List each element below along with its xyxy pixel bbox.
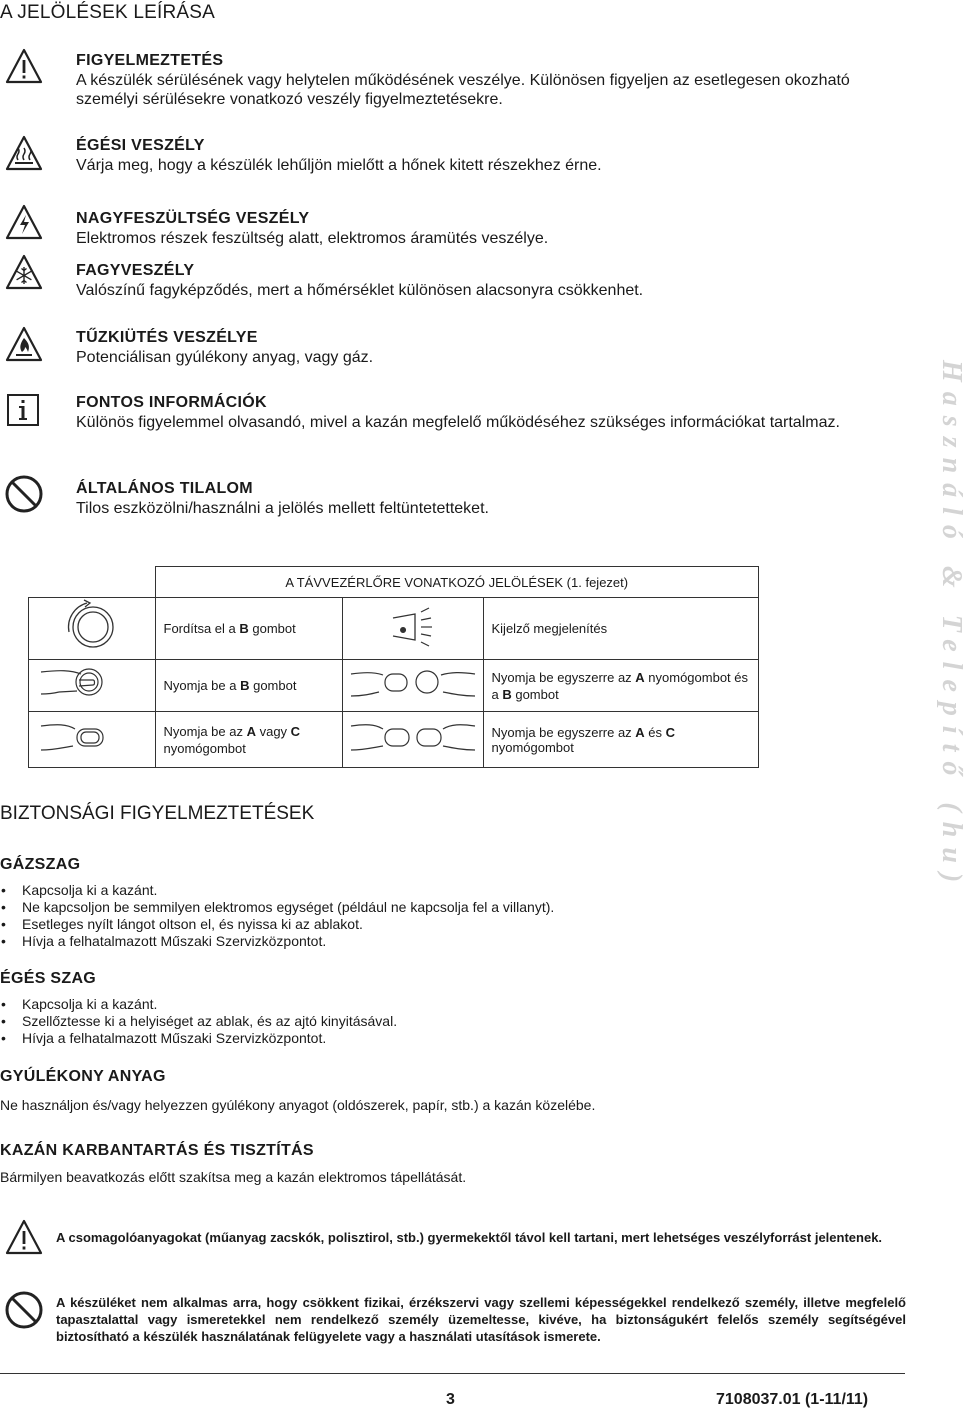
warning-triangle-icon (4, 47, 44, 85)
safety-heading: BIZTONSÁGI FIGYELMEZTETÉSEK (0, 803, 315, 824)
hot-surface-icon (4, 134, 44, 172)
symbol-text-voltage: Elektromos részek feszültség alatt, elektromos áramütés veszélye. (76, 230, 549, 247)
press-a-and-c-icon (343, 712, 483, 764)
flammable-text: Ne használjon és/vagy helyezzen gyúlékony anyagot (oldószerek, papír, stb.) a kazán közelébe. (0, 1097, 596, 1113)
symbol-title-frost: FAGYVESZÉLY (76, 262, 195, 279)
symbol-text-frost: Valószínű fagyképződés, mert a hőmérséklet különösen alacsonyra csökkenhet. (76, 282, 644, 299)
display-icon (343, 598, 483, 656)
remote-label-press-a-or-c: Nyomja be az A vagy C nyomógombot (155, 712, 342, 768)
document-number: 7108037.01 (1-11/11) (716, 1391, 869, 1408)
list-item: • Esetleges nyílt lángot oltson el, és nyissa ki az ablakot. (0, 916, 554, 933)
prohibition-icon (4, 1290, 44, 1330)
gas-smell-list (0, 882, 554, 950)
fire-icon (4, 325, 44, 363)
symbol-title-prohibition: ÁLTALÁNOS TILALOM (76, 480, 253, 497)
symbol-text-info: Különös figyelemmel olvasandó, mivel a kazán megfelelő működéséhez szükséges információkat tartalmaz. (76, 414, 840, 431)
press-a-or-c-icon (29, 712, 139, 764)
list-item: • Kapcsolja ki a kazánt. (0, 996, 397, 1013)
maintenance-text: Bármilyen beavatkozás előtt szakítsa meg a kazán elektromos tápellátását. (0, 1169, 467, 1185)
press-b-button-icon (29, 660, 139, 708)
press-a-and-b-icon (343, 660, 483, 708)
maintenance-title: KAZÁN KARBANTARTÁS ÉS TISZTÍTÁS (0, 1142, 314, 1159)
symbol-text-fire: Potenciálisan gyúlékony anyag, vagy gáz. (76, 349, 374, 366)
remote-label-display: Kijelző megjelenítés (483, 598, 759, 660)
symbol-text-warning: A készülék sérülésének vagy helytelen működésének veszélye. Különösen figyeljen az esetlegesen okozható személyi sérülésekre vonatkozó veszély figyelmeztetésekre. (76, 72, 850, 108)
list-item: • Hívja a felhatalmazott Műszaki Szervizközpontot. (0, 1030, 397, 1047)
side-vertical-text: Használó & Telepítő (hu) (936, 360, 967, 893)
symbol-title-warning: FIGYELMEZTETÉS (76, 52, 224, 69)
remote-label-rotate-b: Fordítsa el a B gombot (155, 598, 342, 660)
symbol-text-burn: Várja meg, hogy a készülék lehűljön mielőtt a hőnek kitett részekhez érne. (76, 157, 602, 174)
page-number: 3 (446, 1391, 455, 1408)
warning-capability-text: A készüléket nem alkalmas arra, hogy csökkent fizikai, érzékszervi vagy szellemi képességekkel rendelkező személy, illetve megfelelő tapasztalattal vagy ismeretekkel nem rendelkező személy üzemeltesse, kivéve, ha biztonságukért felelős személy segítségével biztosítható a készülék használatának felügyelete vagy a használati utasítások ismerete. (56, 1295, 906, 1344)
burn-smell-title: ÉGÉS SZAG (0, 970, 97, 987)
warning-triangle-icon (4, 1218, 44, 1256)
high-voltage-icon (4, 203, 44, 241)
prohibition-icon (4, 474, 44, 514)
symbol-title-fire: TŰZKIÜTÉS VESZÉLYE (76, 329, 258, 346)
remote-label-press-a-c: Nyomja be egyszerre az A és C nyomógombot (483, 712, 759, 768)
list-item: • Ne kapcsoljon be semmilyen elektromos egységet (például ne kapcsolja fel a villanyt). (0, 899, 554, 916)
remote-label-press-b: Nyomja be a B gombot (155, 660, 342, 712)
symbol-title-voltage: NAGYFESZÜLTSÉG VESZÉLY (76, 210, 310, 227)
flammable-title: GYÚLÉKONY ANYAG (0, 1068, 166, 1085)
list-item: • Kapcsolja ki a kazánt. (0, 882, 554, 899)
frost-icon (4, 253, 44, 291)
symbol-text-prohibition: Tilos eszközölni/használni a jelölés mellett feltüntetetteket. (76, 500, 489, 517)
page-heading: A JELÖLÉSEK LEÍRÁSA (0, 2, 216, 23)
remote-symbols-table (28, 566, 759, 768)
remote-table-title: A TÁVVEZÉRLŐRE VONATKOZÓ JELÖLÉSEK (1. fejezet) (155, 567, 759, 598)
info-icon (6, 393, 40, 427)
rotate-knob-icon (29, 598, 139, 656)
list-item: • Hívja a felhatalmazott Műszaki Szervizközpontot. (0, 933, 554, 950)
footer-divider (0, 1373, 905, 1374)
remote-label-press-a-b: Nyomja be egyszerre az A nyomógombot és a B gombot (483, 660, 759, 712)
burn-smell-list (0, 996, 397, 1047)
warning-packaging-text: A csomagolóanyagokat (műanyag zacskók, polisztirol, stb.) gyermekektől távol kell tartani, mert lehetséges veszélyforrást jelentenek. (56, 1230, 883, 1245)
list-item: • Szellőztesse ki a helyiséget az ablak, és az ajtó kinyitásával. (0, 1013, 397, 1030)
symbol-title-info: FONTOS INFORMÁCIÓK (76, 394, 267, 411)
gas-smell-title: GÁZSZAG (0, 856, 81, 873)
symbol-title-burn: ÉGÉSI VESZÉLY (76, 137, 205, 154)
